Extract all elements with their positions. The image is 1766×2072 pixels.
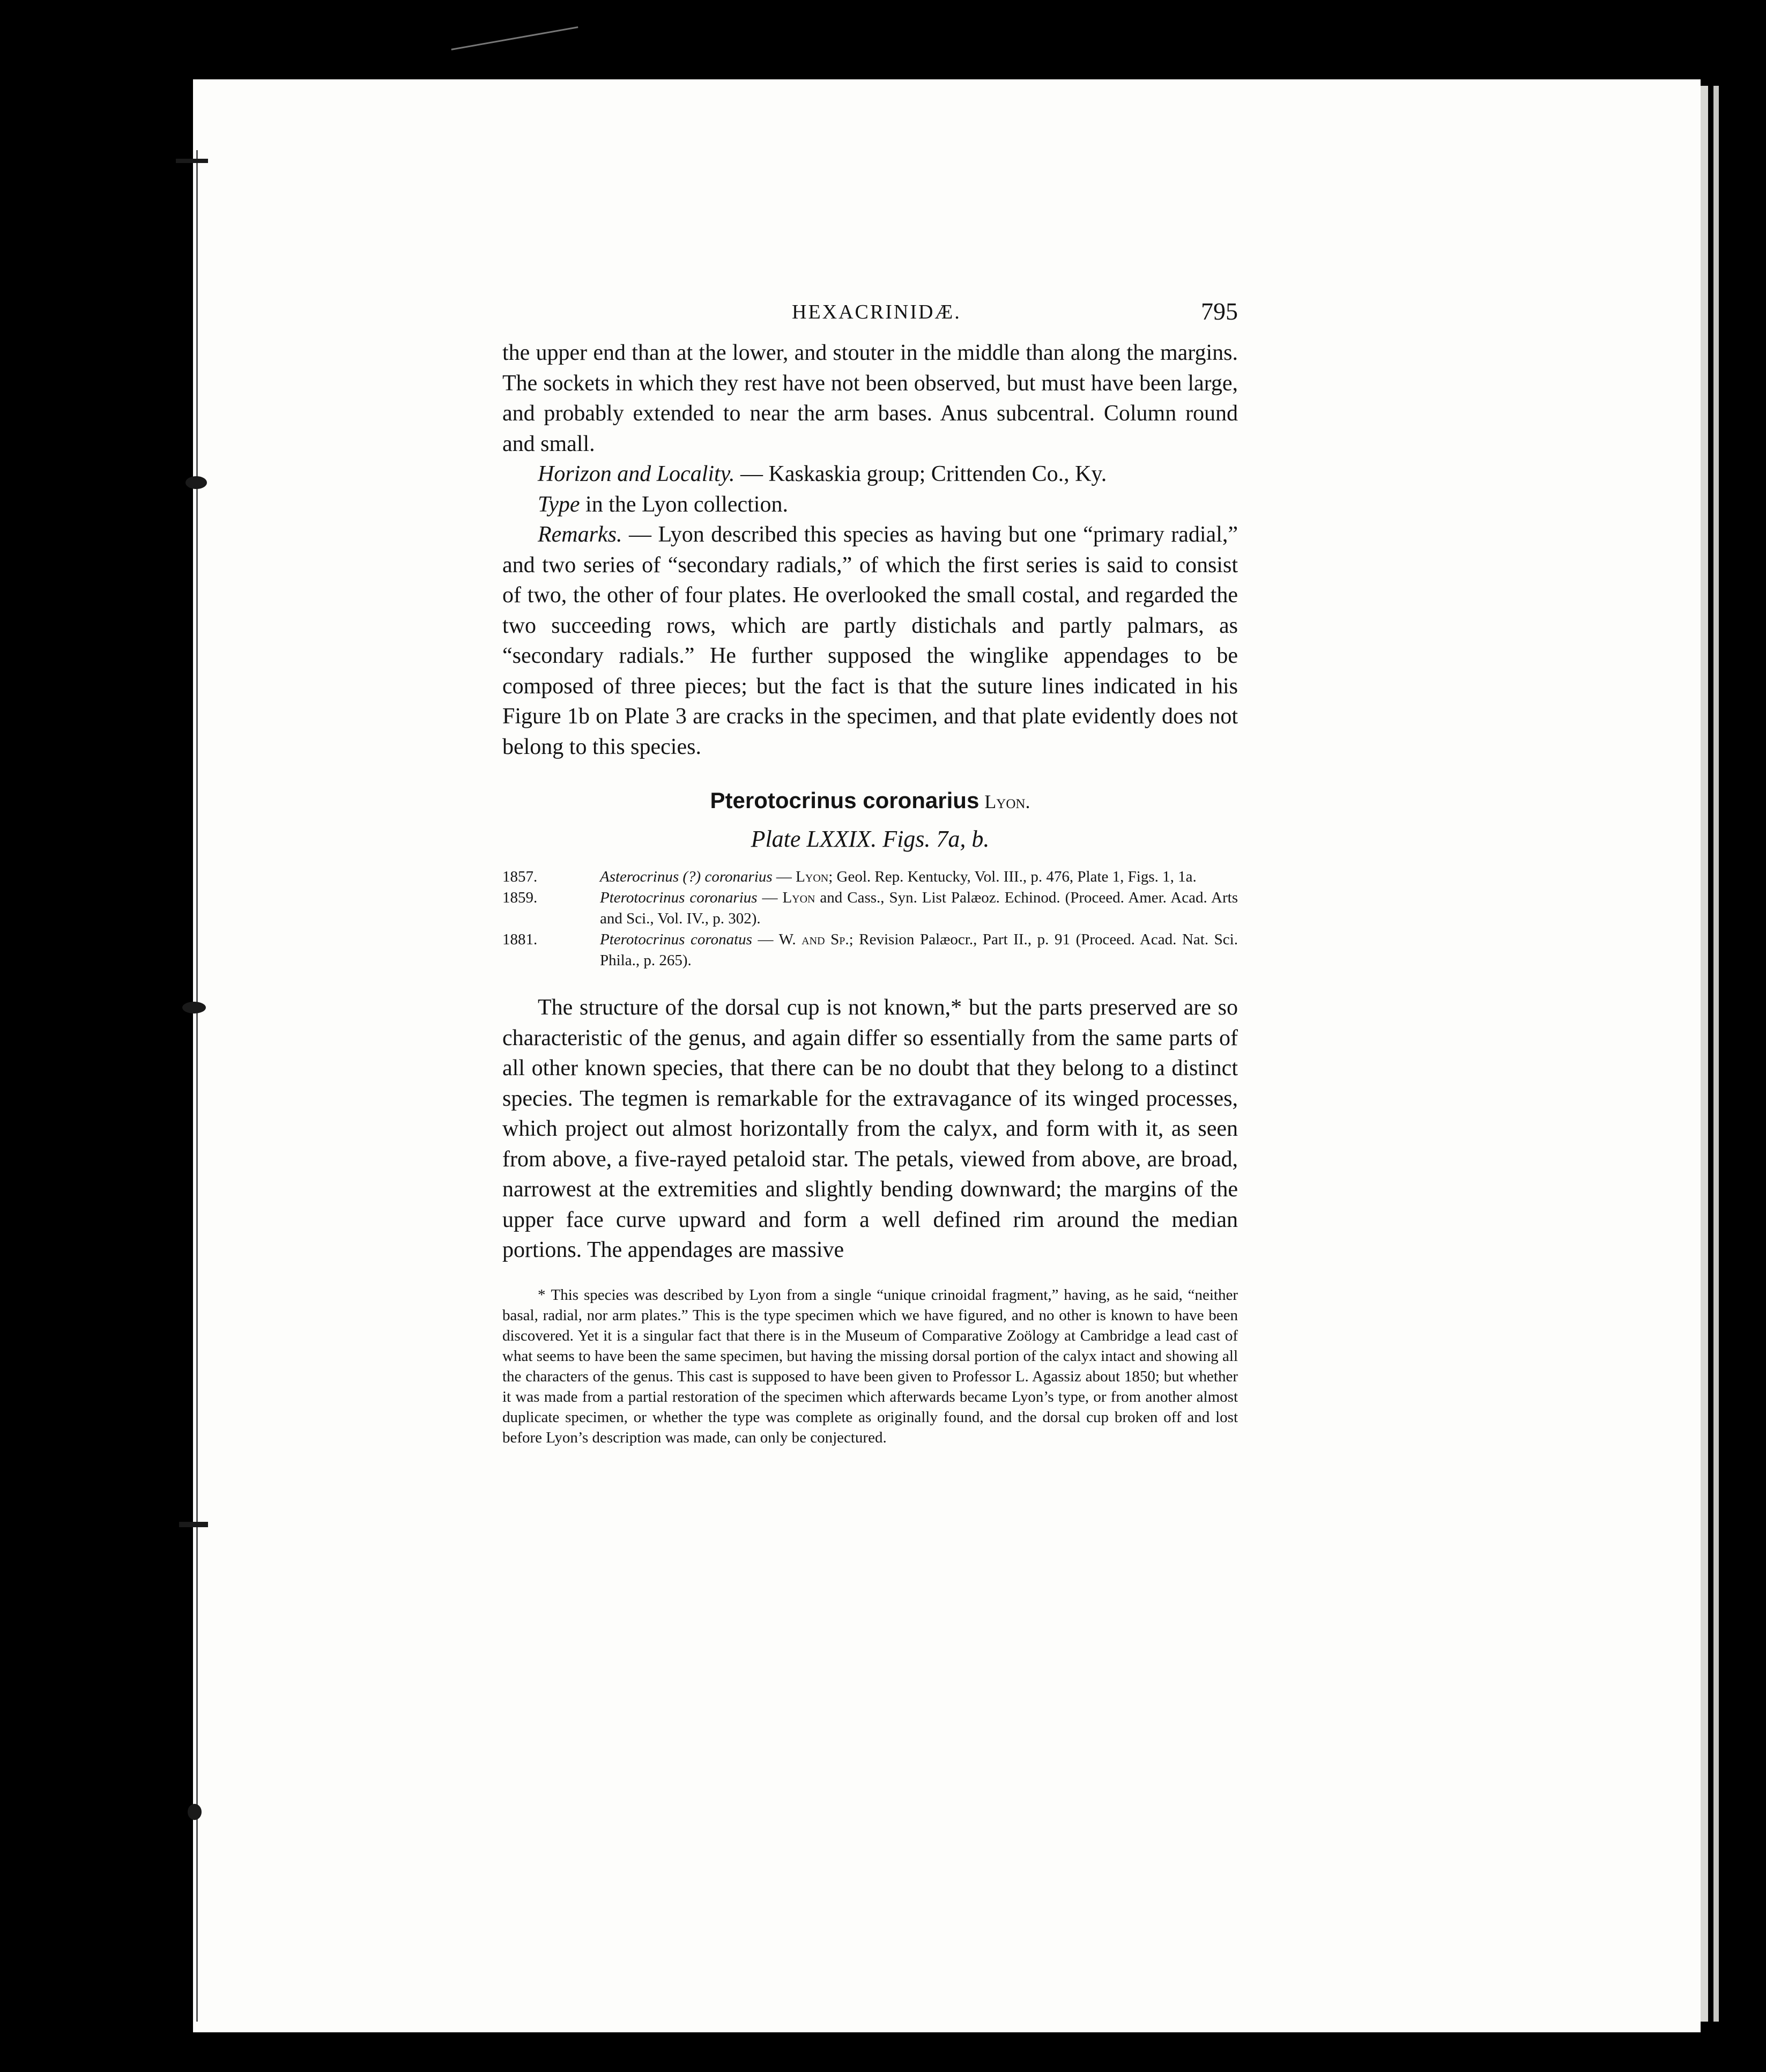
- footnote-text: This species was described by Lyon from a single “unique crinoidal fragment,” having, as he said, “neither basal, radial, nor arm plates.” This is the type specimen which we have figured, and no other is known to have been discovered. Yet it is a singular fact that there is in the Museum of Comparative Zoölogy at Cambridge a lead cast of what seems to have been the same specimen, but having the missing dorsal portion of the calyx intact and showing all the characters of the genus. This cast is supposed to have been given to Professor L. Agassiz about 1850; but whether it was made from a partial restoration of the specimen which afterwards became Lyon’s type, or from another almost duplicate specimen, or whether the type was complete as originally found, and the dorsal cup broken off and lost before Lyon’s description was made, can only be conjectured.: [502, 1286, 1238, 1446]
- binding-mark: [179, 1522, 208, 1527]
- type-label: Type: [538, 492, 580, 517]
- remarks-paragraph: [502, 520, 1238, 762]
- synonymy-list: [502, 867, 1238, 971]
- synonymy-reference: and Cass., Syn. List Palæoz. Echinod. (Proceed. Amer. Acad. Arts and Sci., Vol. IV., p. 302).: [600, 889, 1238, 927]
- synonymy-reference: ; Revision Palæocr., Part II., p. 91 (Proceed. Acad. Nat. Sci. Phila., p. 265).: [600, 931, 1238, 969]
- description-paragraph: the upper end than at the lower, and stouter in the middle than along the margins. The sockets in which they rest have not been observed, but must have been large, and probably extended to near the arm bases. Anus subcentral. Column round and small.: [502, 341, 1238, 456]
- type-text: in the Lyon collection.: [580, 492, 788, 517]
- synonymy-author: — W. and Sp.: [758, 931, 849, 948]
- remarks-label: Remarks.: [538, 522, 622, 547]
- species-author: Lyon.: [984, 791, 1030, 812]
- scan-scratch: [451, 26, 578, 50]
- binding-mark: [176, 159, 208, 163]
- synonymy-reference: ; Geol. Rep. Kentucky, Vol. III., p. 476, Plate 1, Figs. 1, 1a.: [828, 868, 1197, 885]
- binding-margin-line: [196, 150, 198, 2022]
- synonymy-entry: [502, 929, 1238, 971]
- synonymy-year: 1881.: [502, 931, 538, 948]
- main-paragraph: The structure of the dorsal cup is not known,* but the parts preserved are so characteristic of the genus, and again differ so essentially from the same parts of all other known species, that there can be no doubt that they belong to a distinct species. The tegmen is remarkable for the extravagance of its winged processes, which project out almost horizontally from the calyx, and form with it, as seen from above, a five-rayed petaloid star. The petals, viewed from above, are broad, narrowest at the extremities and slightly bending downward; the margins of the upper face curve upward and form a well defined rim around the median portions. The appendages are massive: [502, 995, 1238, 1262]
- species-heading: [502, 788, 1238, 813]
- horizon-paragraph: [502, 459, 1238, 490]
- synonymy-entry: [502, 887, 1238, 929]
- running-title: HEXACRINIDÆ.: [792, 301, 961, 323]
- footnote-marker: *: [538, 1286, 546, 1304]
- remarks-text: Lyon described this species as having but one “primary radial,” and two series of “secondary radials,” of which the first series is said to consist of two, the other of four plates. He overlooked the small costal, and regarded the two succeeding rows, which are partly distichals and partly palmars, as “secondary radials.” He further supposed the winglike appendages to be composed of three pieces; but the fact is that the suture lines indicated in his Figure 1b on Plate 3 are cracks in the specimen, and that plate evidently does not belong to this species.: [502, 522, 1238, 759]
- footnote: [502, 1285, 1238, 1448]
- page-edge-right: [1701, 86, 1708, 2022]
- remarks-dash: —: [622, 522, 658, 547]
- type-paragraph: [502, 490, 1238, 520]
- binding-mark: [185, 476, 207, 489]
- plate-reference: Plate LXXIX. Figs. 7a, b.: [751, 826, 990, 852]
- synonymy-year: 1857.: [502, 868, 538, 885]
- running-head: [502, 300, 1238, 338]
- horizon-dash: —: [734, 462, 769, 486]
- page-number: 795: [1201, 298, 1238, 325]
- synonymy-author: — Lyon: [776, 868, 829, 885]
- synonymy-year: 1859.: [502, 889, 538, 906]
- page-edge-right-2: [1713, 86, 1719, 2022]
- synonymy-entry: [502, 867, 1238, 887]
- horizon-label: Horizon and Locality.: [538, 462, 735, 486]
- synonymy-author: — Lyon: [762, 889, 815, 906]
- synonymy-name: Pterotocrinus coronatus: [600, 931, 752, 948]
- synonymy-name: Pterotocrinus coronarius: [600, 889, 758, 906]
- species-name: Pterotocrinus coronarius: [710, 788, 980, 813]
- binding-mark: [188, 1804, 202, 1820]
- page-content: [502, 300, 1238, 1448]
- horizon-text: Kaskaskia group; Crittenden Co., Ky.: [768, 462, 1107, 486]
- binding-mark: [182, 1002, 206, 1013]
- synonymy-name: Asterocrinus (?) coronarius: [600, 868, 773, 885]
